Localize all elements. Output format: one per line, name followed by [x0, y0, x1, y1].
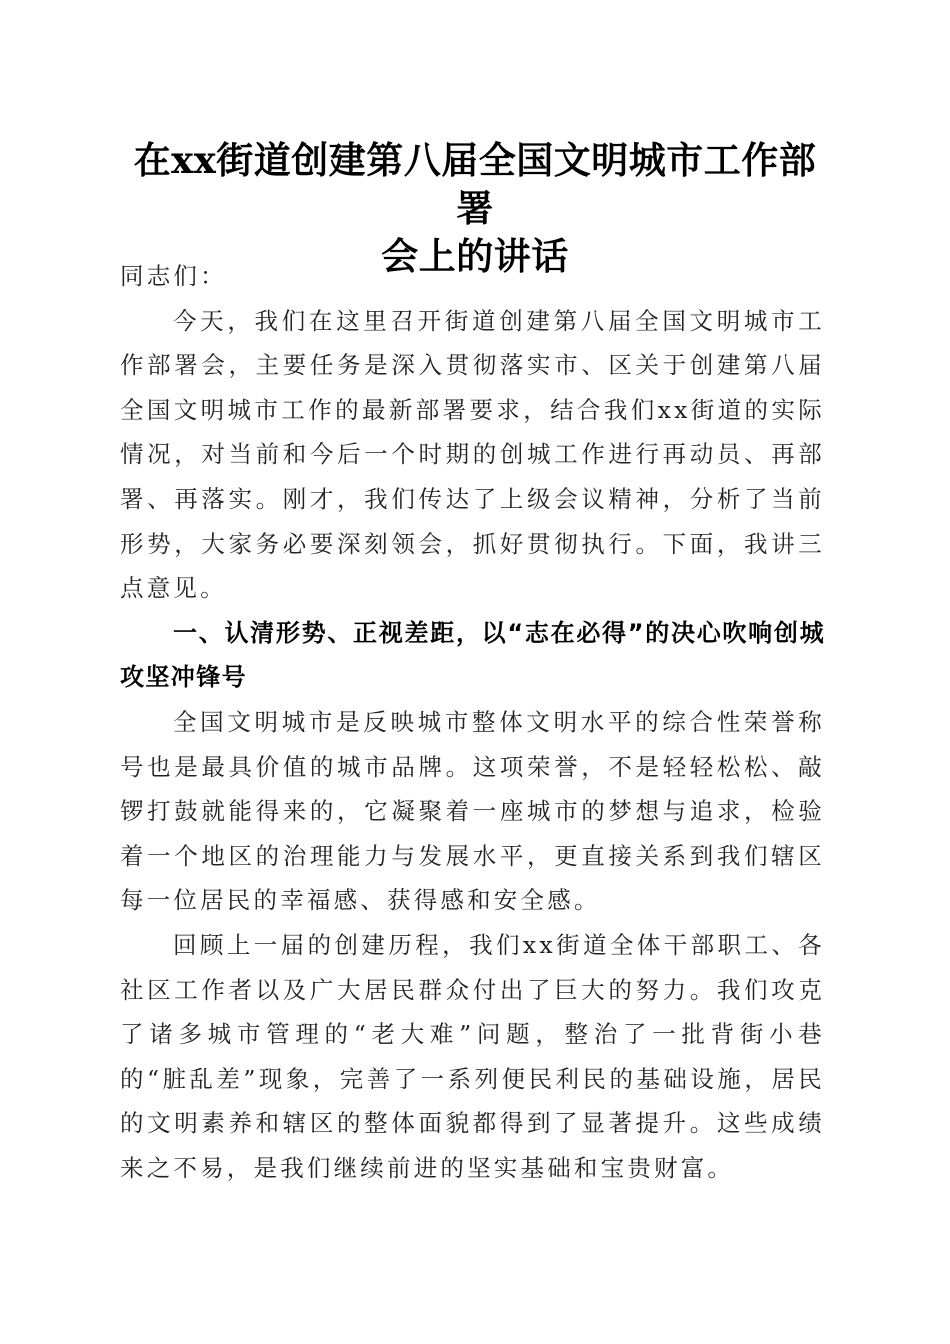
title-line-1: 在xx街道创建第八届全国文明城市工作部署 [133, 138, 817, 230]
document-body [120, 254, 825, 1190]
section1-paragraph-1: 全国文明城市是反映城市整体文明水平的综合性荣誉称号也是最具价值的城市品牌。这项荣誉，不是轻轻松松、敲锣打鼓就能得来的，它凝聚着一座城市的梦想与追求，检验着一个地区的治理能力与发展水平，更直接关系到我们辖区每一位居民的幸福感、获得感和安全感。 [120, 707, 825, 915]
section1-paragraph-2: 回顾上一届的创建历程，我们xx街道全体干部职工、各社区工作者以及广大居民群众付出了巨大的努力。我们攻克了诸多城市管理的“老大难”问题，整治了一批背街小巷的“脏乱差”现象，完善了一系列便民利民的基础设施，居民的文明素养和辖区的整体面貌都得到了显著提升。这些成绩来之不易，是我们继续前进的坚实基础和宝贵财富。 [120, 930, 825, 1182]
section-heading-1: 一、认清形势、正视差距，以“志在必得”的决心吹响创城攻坚冲锋号 [120, 618, 825, 692]
opening-paragraph: 今天，我们在这里召开街道创建第八届全国文明城市工作部署会，主要任务是深入贯彻落实市、区关于创建第八届全国文明城市工作的最新部署要求，结合我们xx街道的实际情况，对当前和今后一个时期的创城工作进行再动员、再部署、再落实。刚才，我们传达了上级会议精神，分析了当前形势，大家务必要深刻领会，抓好贯彻执行。下面，我讲三点意见。 [120, 306, 825, 603]
salutation: 同志们： [120, 262, 227, 290]
title-line-2: 会上的讲话 [381, 234, 569, 278]
